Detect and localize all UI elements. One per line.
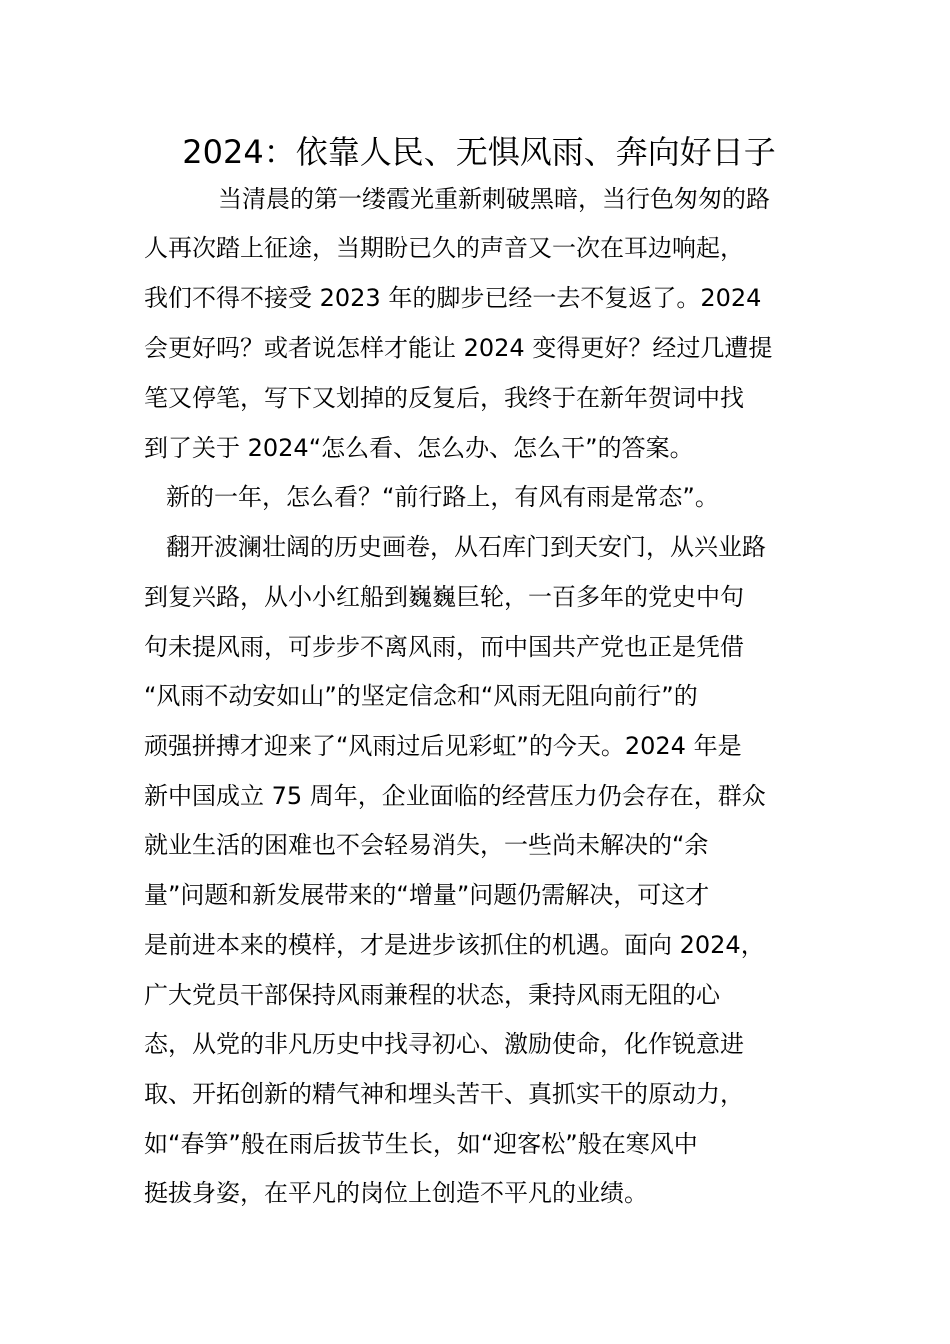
text-line: 挺拔身姿，在平凡的岗位上创造不平凡的业绩。	[144, 1179, 648, 1207]
text-line: 新中国成立 75 周年，企业面临的经营压力仍会存在，群众	[144, 782, 766, 810]
text-line: 量”问题和新发展带来的“增量”问题仍需解决，可这才	[144, 881, 710, 909]
document-title: 2024：依靠人民、无惧风雨、奔向好日子	[182, 133, 776, 171]
text-line: 顽强拼搏才迎来了“风雨过后见彩虹”的今天。2024 年是	[144, 732, 742, 760]
text-line: 到了关于 2024“怎么看、怎么办、怎么干”的答案。	[144, 434, 694, 462]
text-line: 态，从党的非凡历史中找寻初心、激励使命，化作锐意进	[144, 1030, 744, 1058]
text-line: 到复兴路，从小小红船到巍巍巨轮，一百多年的党史中句	[144, 583, 744, 611]
text-line: 就业生活的困难也不会轻易消失，一些尚未解决的“余	[144, 831, 709, 859]
text-line: 我们不得不接受 2023 年的脚步已经一去不复返了。2024	[144, 284, 762, 312]
text-line: 会更好吗？或者说怎样才能让 2024 变得更好？经过几遭提	[144, 334, 773, 362]
text-line: “风雨不动安如山”的坚定信念和“风雨无阻向前行”的	[144, 682, 698, 710]
text-line: 当清晨的第一缕霞光重新刺破黑暗，当行色匆匆的路	[218, 185, 770, 213]
text-line: 新的一年，怎么看？“前行路上，有风有雨是常态”。	[166, 483, 719, 511]
text-line: 笔又停笔，写下又划掉的反复后，我终于在新年贺词中找	[144, 384, 744, 412]
text-line: 句未提风雨，可步步不离风雨，而中国共产党也正是凭借	[144, 633, 744, 661]
text-line: 取、开拓创新的精气神和埋头苦干、真抓实干的原动力，	[144, 1080, 744, 1108]
text-line: 是前进本来的模样，才是进步该抓住的机遇。面向 2024，	[144, 931, 765, 959]
text-line: 如“春笋”般在雨后拔节生长，如“迎客松”般在寒风中	[144, 1130, 698, 1158]
text-line: 翻开波澜壮阔的历史画卷，从石库门到天安门，从兴业路	[166, 533, 766, 561]
text-line: 人再次踏上征途，当期盼已久的声音又一次在耳边响起，	[144, 234, 744, 262]
text-line: 广大党员干部保持风雨兼程的状态，秉持风雨无阻的心	[144, 981, 720, 1009]
